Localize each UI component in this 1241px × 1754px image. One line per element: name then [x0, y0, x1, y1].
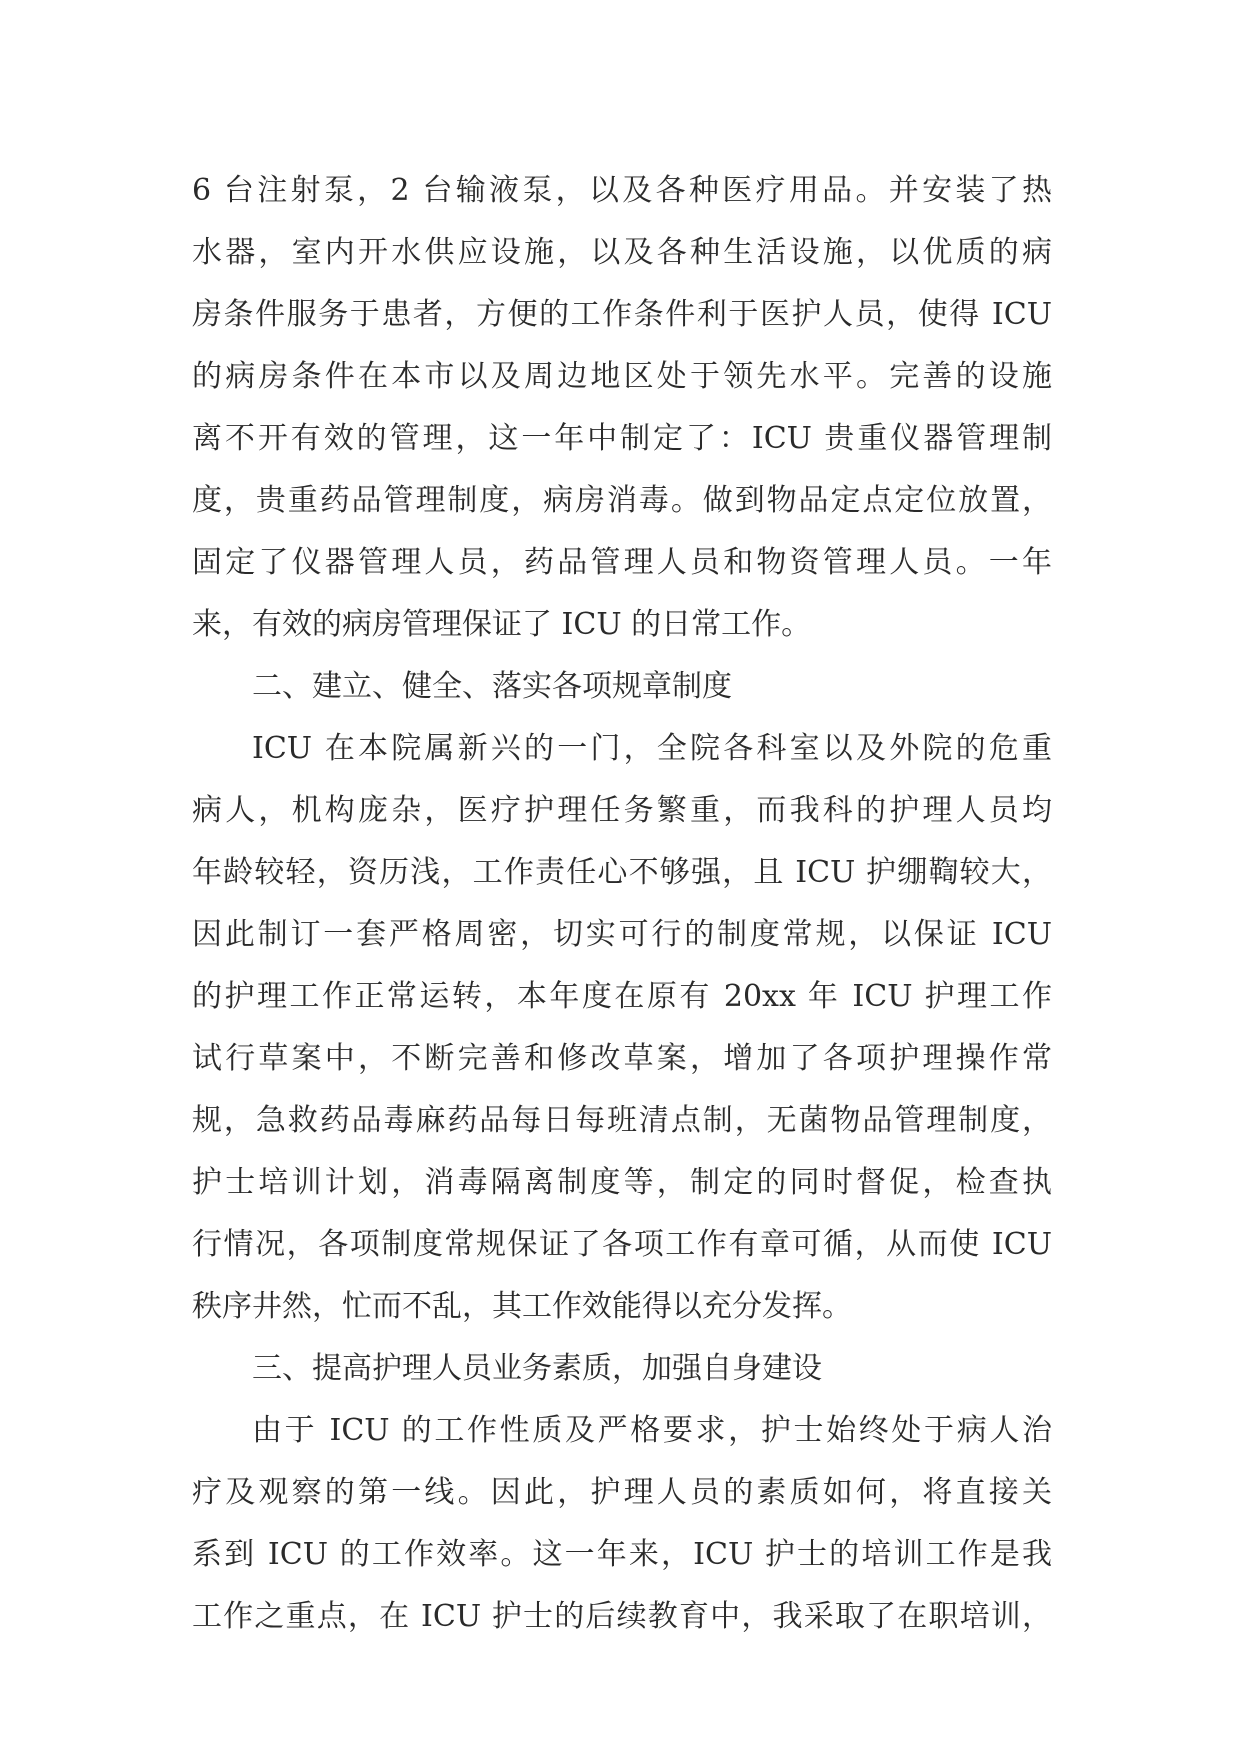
text-line: 水器，室内开水供应设施，以及各种生活设施，以优质的病 — [192, 235, 1052, 270]
document-body — [192, 160, 1052, 1648]
text-line: 病人，机构庞杂，医疗护理任务繁重，而我科的护理人员均 — [192, 793, 1052, 828]
text-line: 的病房条件在本市以及周边地区处于领先水平。完善的设施 — [192, 359, 1052, 394]
paragraph-first-line: 由于 ICU 的工作性质及严格要求，护士始终处于病人治 — [252, 1413, 1052, 1448]
text-line: 来，有效的病房管理保证了 ICU 的日常工作。 — [192, 607, 812, 642]
text-line: 离不开有效的管理，这一年中制定了：ICU 贵重仪器管理制 — [192, 421, 1052, 456]
text-line: 试行草案中，不断完善和修改草案，增加了各项护理操作常 — [192, 1041, 1052, 1076]
text-line: 的护理工作正常运转，本年度在原有 20xx 年 ICU 护理工作 — [192, 979, 1052, 1014]
paragraph-first-line: ICU 在本院属新兴的一门，全院各科室以及外院的危重 — [252, 731, 1052, 766]
section-heading: 三、提高护理人员业务素质，加强自身建设 — [252, 1351, 822, 1386]
text-line: 疗及观察的第一线。因此，护理人员的素质如何，将直接关 — [192, 1475, 1052, 1510]
text-line: 年龄较轻，资历浅，工作责任心不够强，且 ICU 护绷鞫较大， — [192, 855, 1052, 890]
text-line: 工作之重点，在 ICU 护士的后续教育中，我采取了在职培训， — [192, 1599, 1052, 1634]
text-line: 度，贵重药品管理制度，病房消毒。做到物品定点定位放置， — [192, 483, 1052, 518]
text-line: 房条件服务于患者，方便的工作条件利于医护人员，使得 ICU — [192, 297, 1052, 332]
text-line: 因此制订一套严格周密，切实可行的制度常规，以保证 ICU — [192, 917, 1052, 952]
text-line: 固定了仪器管理人员，药品管理人员和物资管理人员。一年 — [192, 545, 1052, 580]
text-line: 规，急救药品毒麻药品每日每班清点制，无菌物品管理制度， — [192, 1103, 1052, 1138]
text-line: 6 台注射泵，2 台输液泵，以及各种医疗用品。并安装了热 — [192, 173, 1052, 208]
text-line: 护士培训计划，消毒隔离制度等，制定的同时督促，检查执 — [192, 1165, 1052, 1200]
text-line: 行情况，各项制度常规保证了各项工作有章可循，从而使 ICU — [192, 1227, 1052, 1262]
text-line: 系到 ICU 的工作效率。这一年来，ICU 护士的培训工作是我 — [192, 1537, 1052, 1572]
text-line: 秩序井然，忙而不乱，其工作效能得以充分发挥。 — [192, 1289, 852, 1324]
section-heading: 二、建立、健全、落实各项规章制度 — [252, 669, 732, 704]
